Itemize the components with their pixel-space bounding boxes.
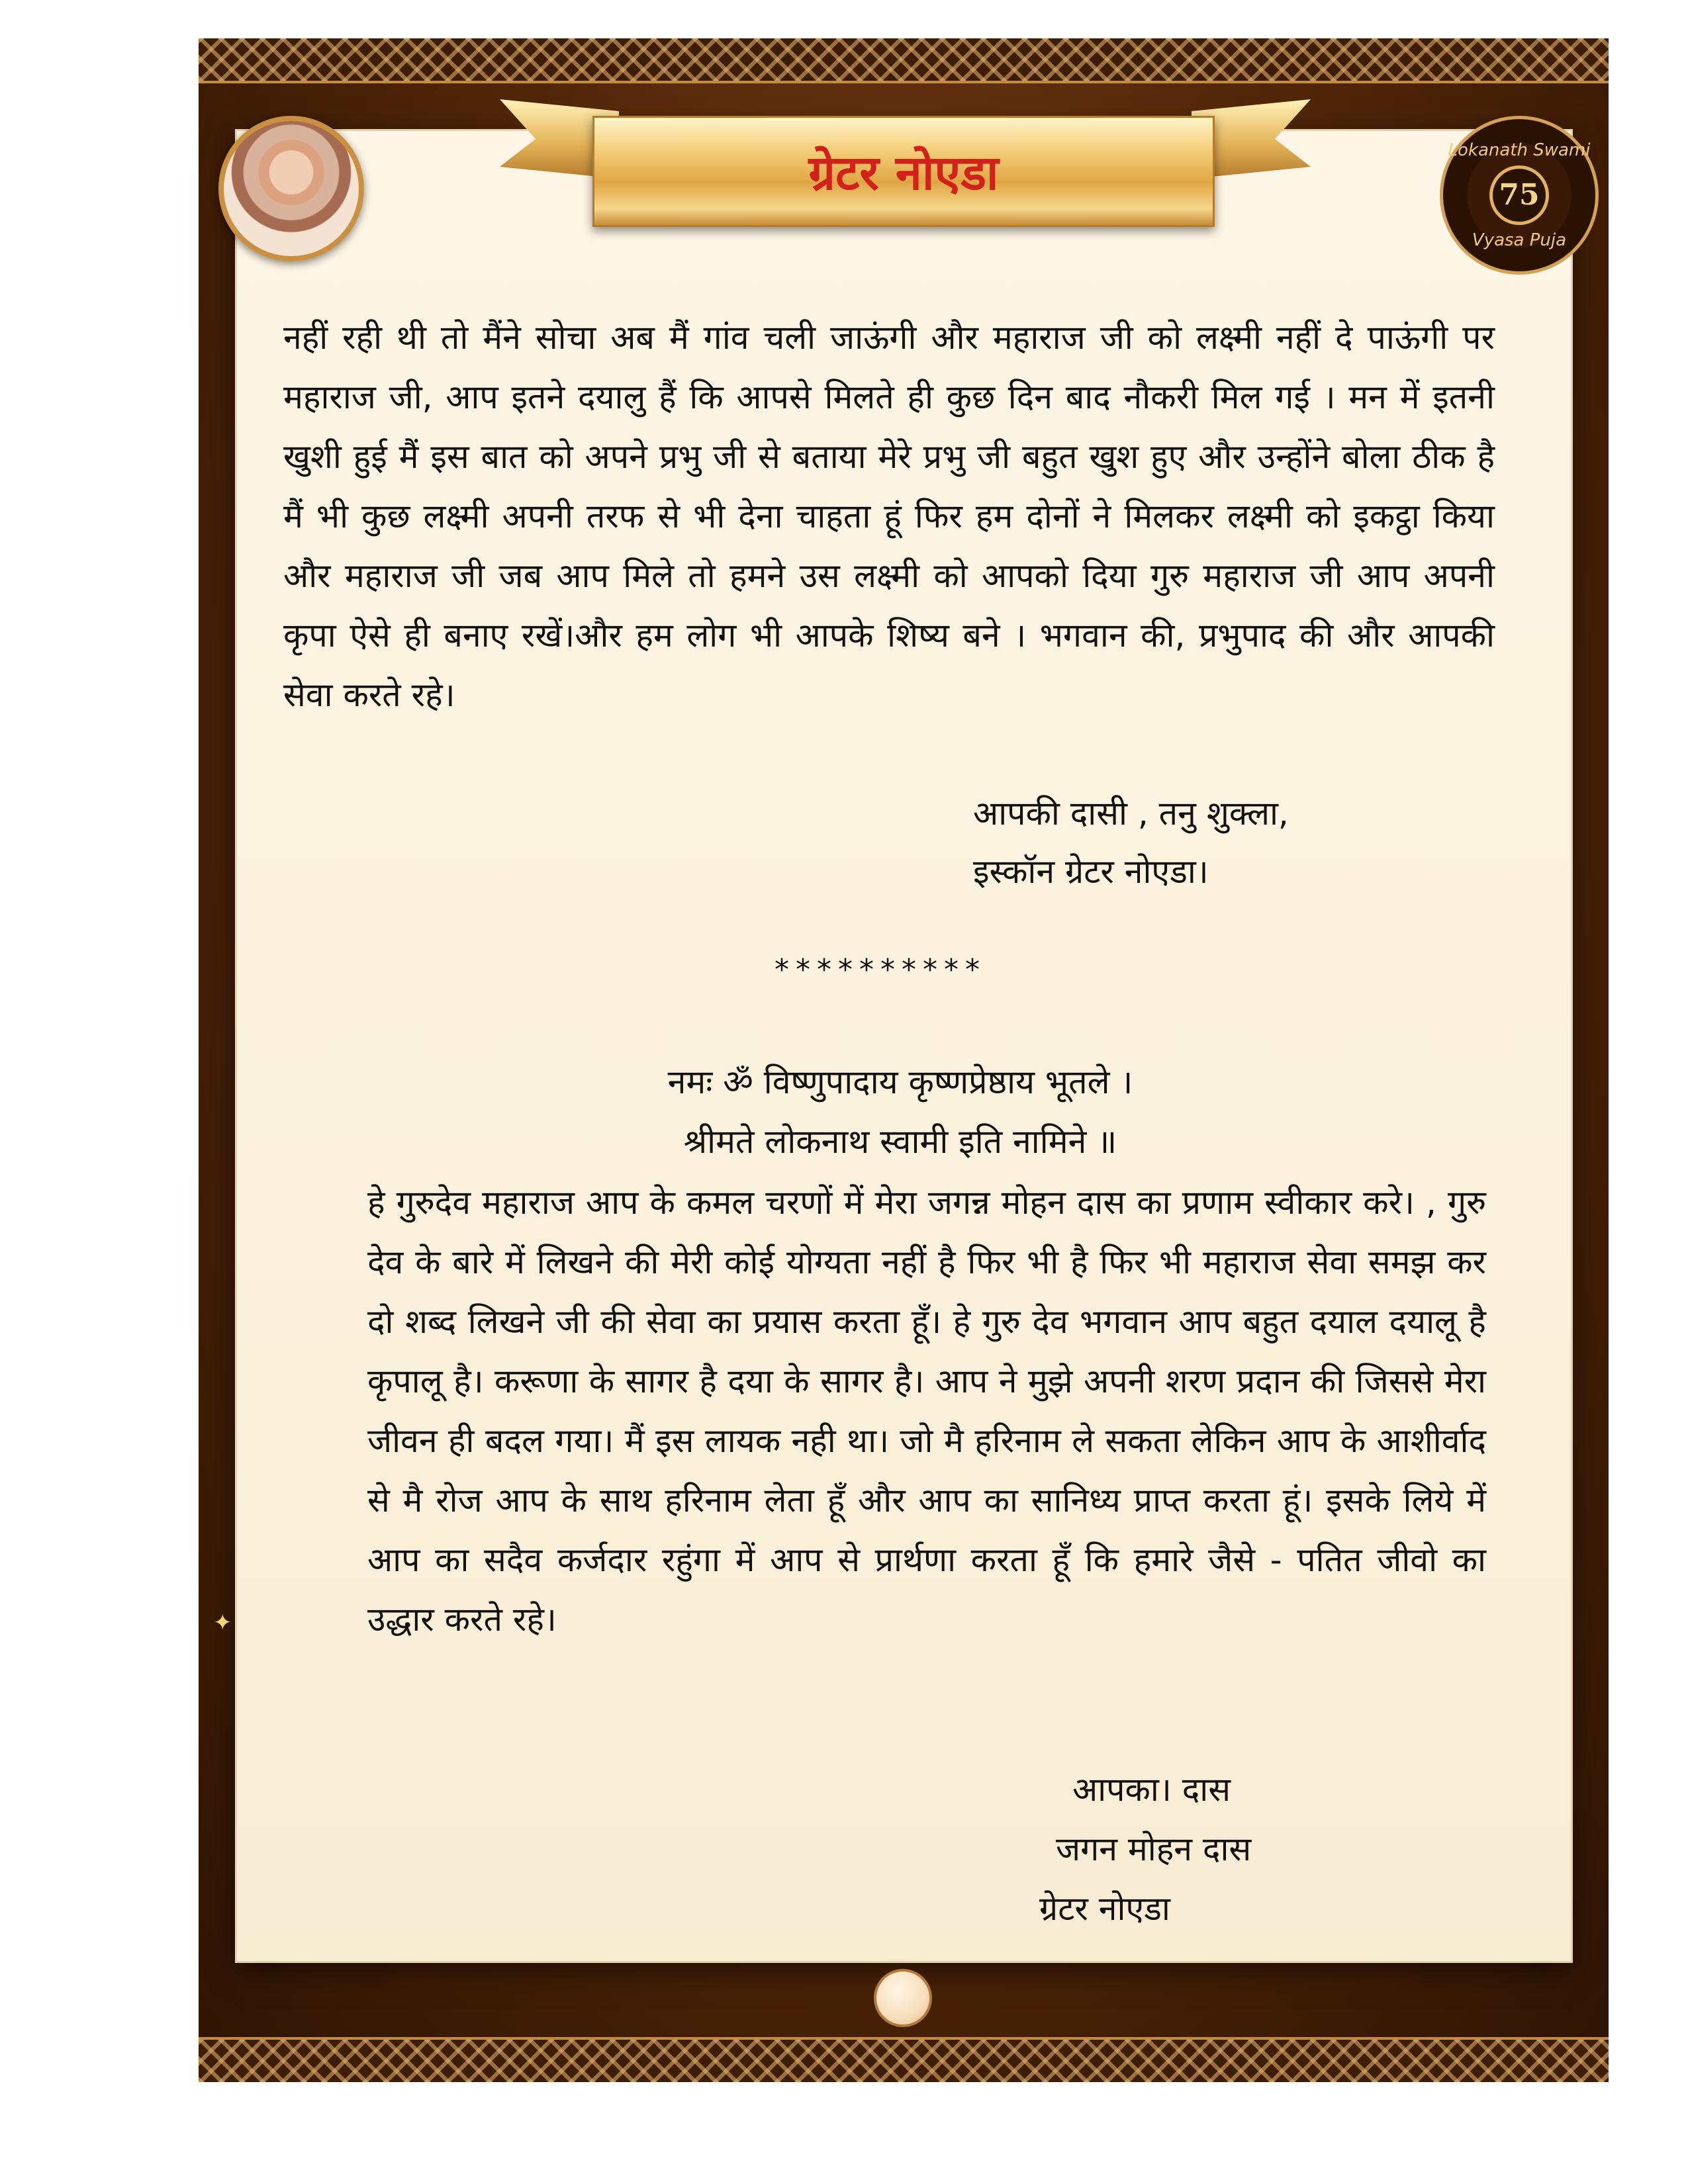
letter-2-signature-line-2: जगन मोहन दास [1056,1830,1252,1868]
shloka-line-1: नमः ॐ विष्णुपादाय कृष्णप्रेष्ठाय भूतले । [667,1063,1133,1101]
section-separator: ********** [774,953,986,987]
shloka-line-2: श्रीमते लोकनाथ स्वामी इति नामिने ॥ [683,1122,1117,1161]
badge-number: 75 [1489,165,1549,225]
page-title: ग्रेटर नोएडा [808,145,999,201]
badge-top-text: Lokanath Swami [1448,140,1591,160]
top-border-pattern [199,38,1609,83]
letter-2-signature-line-1: आपका। दास [1072,1770,1231,1809]
vyasa-puja-75-badge [1440,116,1599,275]
sparkle-icon: ✦ [213,1610,232,1636]
bottom-circle-ornament [874,1969,932,2027]
letter-2-body: हे गुरुदेव महाराज आप के कमल चरणों में मेरा जगन्न मोहन दास का प्रणाम स्वीकार करे। , गुरु देव के बारे में लिखने की मेरी कोई योग्यता नहीं है फिर भी है फिर भी महाराज सेवा समझ कर दो शब्द लिखने जी की सेवा का प्रयास करता हूँ। हे गुरु देव भगवान आप बहुत दयाल दयालू है कृपालू है। करूणा के सागर है दया के सागर है। आप ने मुझे अपनी शरण प्रदान की जिससे मेरा जीवन ही बदल गया। मैं इस लायक नही था। जो मै हरिनाम ले सकता लेकिन आप के आशीर्वाद से मै रोज आप के साथ हरिनाम लेता हूँ और आप का सानिध्य प्राप्त करता हूं। इसके लिये में आप का सदैव कर्जदार रहुंगा में आप से प्रार्थणा करता हूँ कि हमारे जैसे - पतित जीवो का उद्धार करते रहे। [367,1183,1486,1639]
title-ribbon [592,116,1215,227]
letter-1-body: नहीं रही थी तो मैंने सोचा अब मैं गांव चली जाऊंगी और महाराज जी को लक्ष्मी नहीं दे पाऊंगी पर महाराज जी, आप इतने दयालु हैं कि आपसे मिलते ही कुछ दिन बाद नौकरी मिल गई । मन में इतनी खुशी हुई मैं इस बात को अपने प्रभु जी से बताया मेरे प्रभु जी बहुत खुश हुए और उन्होंने बोला ठीक है मैं भी कुछ लक्ष्मी अपनी तरफ से भी देना चाहता हूं फिर हम दोनों ने मिलकर लक्ष्मी को इकट्ठा किया और महाराज जी जब आप मिले तो हमने उस लक्ष्मी को आपको दिया गुरु महाराज जी आप अपनी कृपा ऐसे ही बनाए रखें।और हम लोग भी आपके शिष्य बने । भगवान की, प्रभुपाद की और आपकी सेवा करते रहे। [283,318,1495,714]
badge-bottom-text: Vyasa Puja [1472,230,1567,250]
letter-1-signature [973,784,1289,901]
letter-2-signature-line-3: ग्रेटर नोएडा [1039,1889,1170,1928]
bottom-border-pattern [199,2037,1609,2082]
letter-1-signature-line-1: आपकी दासी , तनु शुक्ला, [973,794,1289,833]
guru-portrait-avatar [218,116,364,261]
letter-1-signature-line-2: इस्कॉन ग्रेटर नोएडा। [973,852,1209,891]
